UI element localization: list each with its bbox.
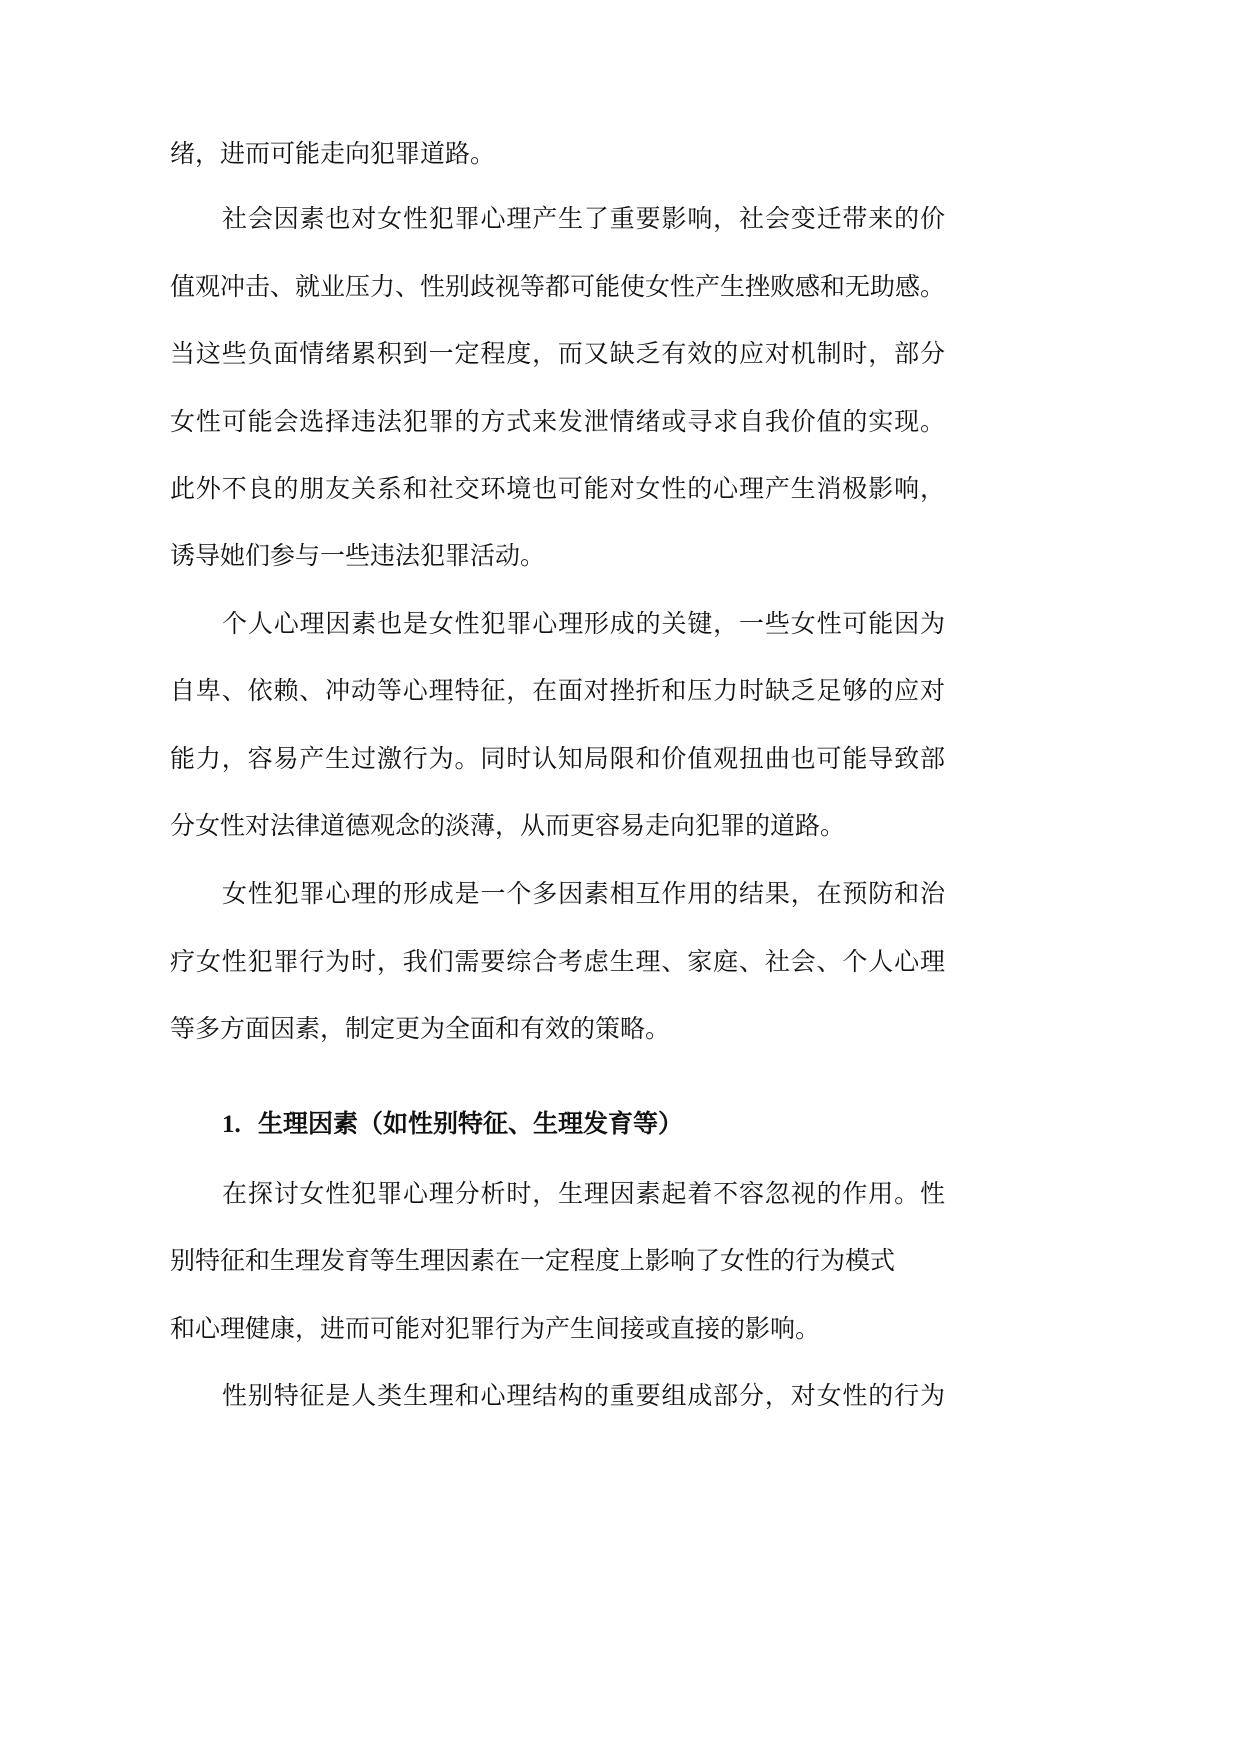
paragraph-line: 此外不良的朋友关系和社交环境也可能对女性的心理产生消极影响， <box>170 476 945 503</box>
paragraph-line: 诱导她们参与一些违法犯罪活动。 <box>170 543 546 570</box>
paragraph-line: 在探讨女性犯罪心理分析时，生理因素起着不容忽视的作用。性 <box>222 1181 945 1208</box>
section-number: 1. <box>222 1111 241 1138</box>
paragraph-line: 当这些负面情绪累积到一定程度，而又缺乏有效的应对机制时，部分 <box>170 341 945 368</box>
paragraph-line: 分女性对法律道德观念的淡薄，从而更容易走向犯罪的道路。 <box>170 813 846 840</box>
paragraph-line: 自卑、依赖、冲动等心理特征，在面对挫折和压力时缺乏足够的应对 <box>170 678 945 705</box>
paragraph-line: 别特征和生理发育等生理因素在一定程度上影响了女性的行为模式 <box>170 1248 896 1275</box>
paragraph-line: 和心理健康，进而可能对犯罪行为产生间接或直接的影响。 <box>170 1316 821 1343</box>
paragraph-line: 等多方面因素，制定更为全面和有效的策略。 <box>170 1016 671 1043</box>
paragraph-line: 疗女性犯罪行为时，我们需要综合考虑生理、家庭、社会、个人心理 <box>170 949 945 976</box>
paragraph-line: 能力，容易产生过激行为。同时认知局限和价值观扭曲也可能导致部 <box>170 746 945 773</box>
paragraph-line: 女性犯罪心理的形成是一个多因素相互作用的结果，在预防和治 <box>222 881 945 908</box>
paragraph-line: 社会因素也对女性犯罪心理产生了重要影响，社会变迁带来的价 <box>222 206 945 233</box>
paragraph-line: 女性可能会选择违法犯罪的方式来发泄情绪或寻求自我价值的实现。 <box>170 409 945 436</box>
paragraph-line: 值观冲击、就业压力、性别歧视等都可能使女性产生挫败感和无助感。 <box>170 274 945 301</box>
paragraph-line: 个人心理因素也是女性犯罪心理形成的关键，一些女性可能因为 <box>222 611 945 638</box>
paragraph-line: 绪，进而可能走向犯罪道路。 <box>170 141 496 168</box>
paragraph-line: 性别特征是人类生理和心理结构的重要组成部分，对女性的行为 <box>222 1383 945 1410</box>
section-title: 生理因素（如性别特征、生理发育等） <box>258 1111 684 1138</box>
